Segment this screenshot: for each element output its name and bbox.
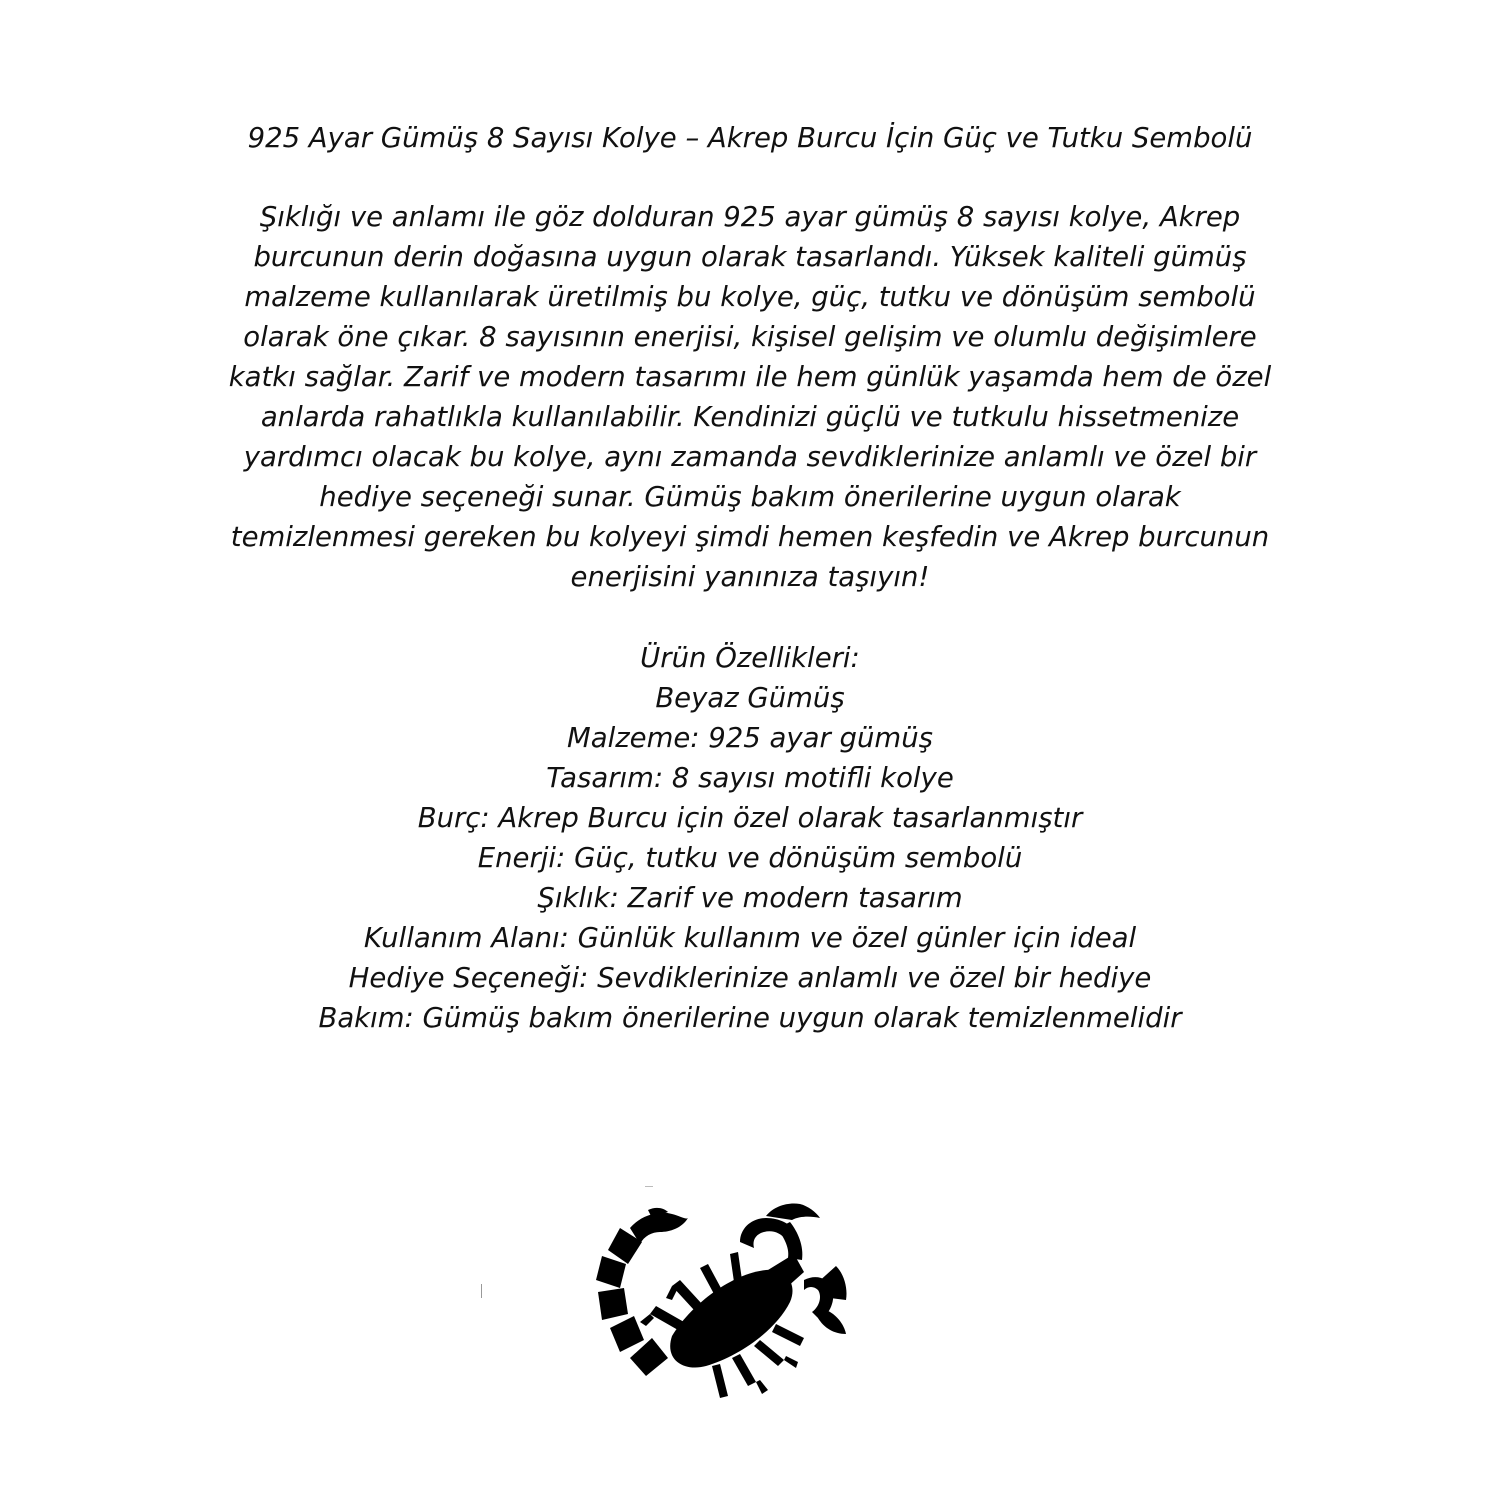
description-line: olarak öne çıkar. 8 sayısının enerjisi, kişisel gelişim ve olumlu değişimlere (243, 321, 1257, 353)
description-line: burcunun derin doğasına uygun olarak tasarlandı. Yüksek kaliteli gümüş (253, 241, 1247, 273)
product-features-list (0, 638, 1500, 1038)
feature-item: Bakım: Gümüş bakım önerilerine uygun olarak temizlenmelidir (318, 1002, 1182, 1034)
feature-item: Enerji: Güç, tutku ve dönüşüm sembolü (477, 842, 1023, 874)
description-line: anlarda rahatlıkla kullanılabilir. Kendinizi güçlü ve tutkulu hissetmenize (260, 401, 1240, 433)
description-line: temizlenmesi gereken bu kolyeyi şimdi hemen keşfedin ve Akrep burcunun (230, 521, 1270, 553)
description-line: yardımcı olacak bu kolye, aynı zamanda sevdiklerinize anlamlı ve özel bir (243, 441, 1257, 473)
feature-item: Burç: Akrep Burcu için özel olarak tasarlanmıştır (417, 802, 1083, 834)
scorpion-icon (590, 1188, 860, 1428)
features-heading: Ürün Özellikleri: (640, 642, 860, 674)
stray-mark (645, 1186, 653, 1187)
feature-item: Hediye Seçeneği: Sevdiklerinize anlamlı ve özel bir hediye (348, 962, 1152, 994)
feature-item: Şıklık: Zarif ve modern tasarım (537, 882, 963, 914)
feature-item: Beyaz Gümüş (655, 682, 845, 714)
product-description (0, 197, 1500, 597)
stray-mark (481, 1284, 482, 1298)
description-line: katkı sağlar. Zarif ve modern tasarımı ile hem günlük yaşamda hem de özel (228, 361, 1272, 393)
feature-item: Kullanım Alanı: Günlük kullanım ve özel günler için ideal (363, 922, 1137, 954)
description-line: enerjisini yanınıza taşıyın! (570, 561, 930, 593)
description-line: Şıklığı ve anlamı ile göz dolduran 925 ayar gümüş 8 sayısı kolye, Akrep (259, 201, 1241, 233)
description-line: malzeme kullanılarak üretilmiş bu kolye, güç, tutku ve dönüşüm sembolü (244, 281, 1256, 313)
product-title: 925 Ayar Gümüş 8 Sayısı Kolye – Akrep Burcu İçin Güç ve Tutku Sembolü (247, 122, 1253, 154)
description-line: hediye seçeneği sunar. Gümüş bakım önerilerine uygun olarak (319, 481, 1181, 513)
feature-item: Tasarım: 8 sayısı motifli kolye (546, 762, 954, 794)
feature-item: Malzeme: 925 ayar gümüş (567, 722, 933, 754)
